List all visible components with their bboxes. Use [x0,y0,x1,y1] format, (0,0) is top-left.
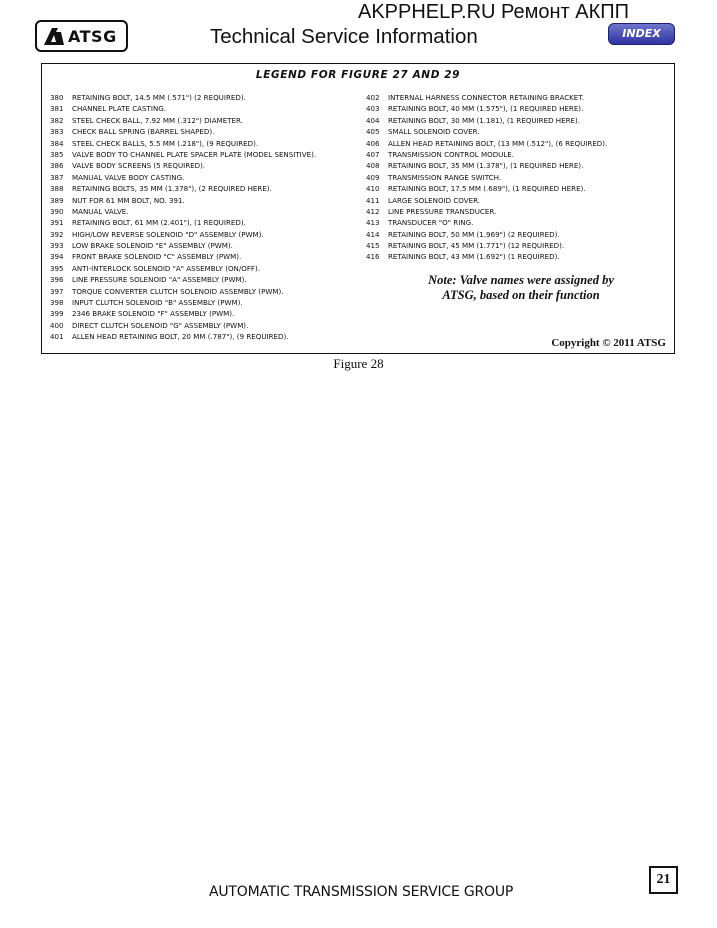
legend-item [50,138,316,149]
legend-item-number: 400 [50,320,64,330]
legend-item-number: 394 [50,252,64,262]
legend-item [50,103,316,114]
legend-item-text: FRONT BRAKE SOLENOID "C" ASSEMBLY (PWM). [72,252,242,262]
legend-item [366,149,607,160]
legend-item-number: 392 [50,229,64,239]
legend-item-text: INTERNAL HARNESS CONNECTOR RETAINING BRACKET. [388,93,585,102]
legend-item [50,115,316,126]
copyright-text: Copyright © 2011 ATSG [551,337,666,349]
legend-item-number: 415 [366,241,380,251]
legend-item-number: 407 [366,149,380,159]
legend-item-number: 401 [50,332,64,342]
legend-item [50,126,316,137]
legend-item-number: 395 [50,263,64,273]
legend-item-text: RETAINING BOLT, 14.5 MM (.571") (2 REQUIRED). [72,93,246,102]
legend-item-number: 393 [50,241,64,251]
legend-item-number: 396 [50,275,64,285]
legend-item-text: LARGE SOLENOID COVER. [388,195,481,205]
legend-item-text: LINE PRESSURE TRANSDUCER. [388,206,497,216]
legend-item-number: 380 [50,93,64,102]
legend-item-number: 397 [50,286,64,296]
legend-item [366,217,607,228]
legend-item-text: RETAINING BOLT, 17.5 MM (.689"), (1 REQUIRED HERE). [388,184,586,194]
legend-item-number: 412 [366,206,380,216]
legend-item-number: 404 [366,115,380,125]
legend-item-text: ANTI-INTERLOCK SOLENOID "A" ASSEMBLY (ON/OFF). [72,263,261,273]
legend-box [41,63,675,354]
legend-item [50,195,316,206]
legend-item [366,229,607,240]
legend-item-number: 386 [50,161,64,171]
legend-item-text: DIRECT CLUTCH SOLENOID "G" ASSEMBLY (PWM). [72,320,249,330]
legend-item-number: 406 [366,138,380,148]
legend-item [50,240,316,251]
legend-item [50,320,316,331]
legend-item [50,92,316,103]
legend-item-number: 411 [366,195,380,205]
legend-item [366,195,607,206]
legend-item-text: VALVE BODY SCREENS (5 REQUIRED). [72,161,206,171]
legend-item-text: STEEL CHECK BALLS, 5.5 MM (.218"), (9 REQUIRED). [72,138,259,148]
legend-item-number: 387 [50,172,64,182]
legend-item-text: RETAINING BOLTS, 35 MM (1.378"), (2 REQUIRED HERE). [72,184,272,194]
footer-text: AUTOMATIC TRANSMISSION SERVICE GROUP [209,884,514,900]
legend-item [366,92,607,103]
valve-names-note [392,273,650,303]
atsg-emblem-icon [43,26,65,46]
legend-item-number: 383 [50,127,64,137]
index-button[interactable]: INDEX [608,23,675,45]
legend-item [50,160,316,171]
legend-item-text: TRANSMISSION CONTROL MODULE. [388,149,515,159]
legend-item-number: 414 [366,229,380,239]
legend-item-text: RETAINING BOLT, 40 MM (1.575"), (1 REQUIRED HERE). [388,104,584,114]
legend-item-text: HIGH/LOW REVERSE SOLENOID "D" ASSEMBLY (PWM). [72,229,264,239]
legend-item-number: 389 [50,195,64,205]
legend-item-text: STEEL CHECK BALL, 7.92 MM (.312") DIAMETER. [72,115,243,125]
legend-item [366,251,607,262]
legend-item-text: LOW BRAKE SOLENOID "E" ASSEMBLY (PWM). [72,241,233,251]
legend-item-text: RETAINING BOLT, 50 MM (1.969") (2 REQUIRED). [388,229,560,239]
legend-item-text: NUT FOR 61 MM BOLT, NO. 391. [72,195,185,205]
legend-item-text: MANUAL VALVE. [72,206,129,216]
legend-item [50,206,316,217]
legend-item-text: ALLEN HEAD RETAINING BOLT, 20 MM (.787"), (9 REQUIRED). [72,332,289,342]
legend-item-number: 385 [50,149,64,159]
legend-title: LEGEND FOR FIGURE 27 AND 29 [255,69,461,81]
legend-item [366,183,607,194]
legend-item [366,206,607,217]
legend-right-column [366,92,607,263]
legend-left-column [50,92,316,343]
legend-item [50,308,316,319]
legend-item [50,251,316,262]
figure-caption: Figure 28 [333,356,384,371]
legend-item-text: ALLEN HEAD RETAINING BOLT, (13 MM (.512"), (6 REQUIRED). [388,138,608,148]
legend-item-number: 382 [50,115,64,125]
legend-item [50,217,316,228]
legend-item [50,183,316,194]
page-number: 21 [649,866,678,894]
legend-item-text: RETAINING BOLT, 45 MM (1.771") (12 REQUIRED). [388,241,565,251]
legend-item [366,172,607,183]
legend-item-text: MANUAL VALVE BODY CASTING. [72,172,185,182]
legend-item-text: TRANSDUCER "O" RING. [388,218,474,228]
legend-item-number: 399 [50,309,64,319]
legend-item-text: RETAINING BOLT, 35 MM (1.378"), (1 REQUIRED HERE). [388,161,584,171]
legend-item-text: SMALL SOLENOID COVER. [388,127,480,137]
legend-item-text: 2346 BRAKE SOLENOID "F" ASSEMBLY (PWM). [72,309,235,319]
legend-item-text: RETAINING BOLT, 43 MM (1.692") (1 REQUIRED). [388,252,560,262]
legend-item [366,160,607,171]
legend-item-text: CHANNEL PLATE CASTING. [72,104,166,114]
legend-item-number: 416 [366,252,380,262]
legend-item-text: RETAINING BOLT, 30 MM (1.181), (1 REQUIRED HERE). [388,115,581,125]
legend-item-number: 384 [50,138,64,148]
note-line-2: ATSG, based on their function [442,288,600,302]
legend-item-number: 410 [366,184,380,194]
legend-item-number: 391 [50,218,64,228]
legend-item [50,263,316,274]
logo-text: ATSG [68,26,117,46]
legend-item-number: 409 [366,172,380,182]
page-title: Technical Service Information [210,25,478,48]
legend-item [366,138,607,149]
legend-item-text: INPUT CLUTCH SOLENOID "B" ASSEMBLY (PWM). [72,298,243,308]
legend-item [50,331,316,342]
legend-item [366,115,607,126]
legend-item [50,297,316,308]
legend-item-text: RETAINING BOLT, 61 MM (2.401"), (1 REQUIRED). [72,218,246,228]
legend-item-number: 390 [50,206,64,216]
site-watermark: AKPPHELP.RU Ремонт АКПП [358,1,629,23]
legend-item-text: CHECK BALL SPRING (BARREL SHAPED). [72,127,215,137]
legend-item-number: 403 [366,104,380,114]
legend-item [366,126,607,137]
legend-item [366,103,607,114]
legend-item [50,286,316,297]
legend-item-number: 398 [50,298,64,308]
legend-item-number: 381 [50,104,64,114]
legend-item-text: TRANSMISSION RANGE SWITCH. [388,172,502,182]
legend-item [50,149,316,160]
legend-item [50,172,316,183]
legend-item-number: 413 [366,218,380,228]
legend-item-text: LINE PRESSURE SOLENOID "A" ASSEMBLY (PWM). [72,275,247,285]
note-line-1: Note: Valve names were assigned by [428,273,614,287]
legend-item [50,229,316,240]
legend-item [366,240,607,251]
legend-item-number: 388 [50,184,64,194]
legend-item-number: 408 [366,161,380,171]
legend-item-number: 402 [366,93,380,102]
legend-item-text: TORQUE CONVERTER CLUTCH SOLENOID ASSEMBLY (PWM). [72,286,284,296]
legend-item-number: 405 [366,127,380,137]
legend-item [50,274,316,285]
atsg-logo [35,20,128,52]
legend-item-text: VALVE BODY TO CHANNEL PLATE SPACER PLATE (MODEL SENSITIVE). [72,149,317,159]
